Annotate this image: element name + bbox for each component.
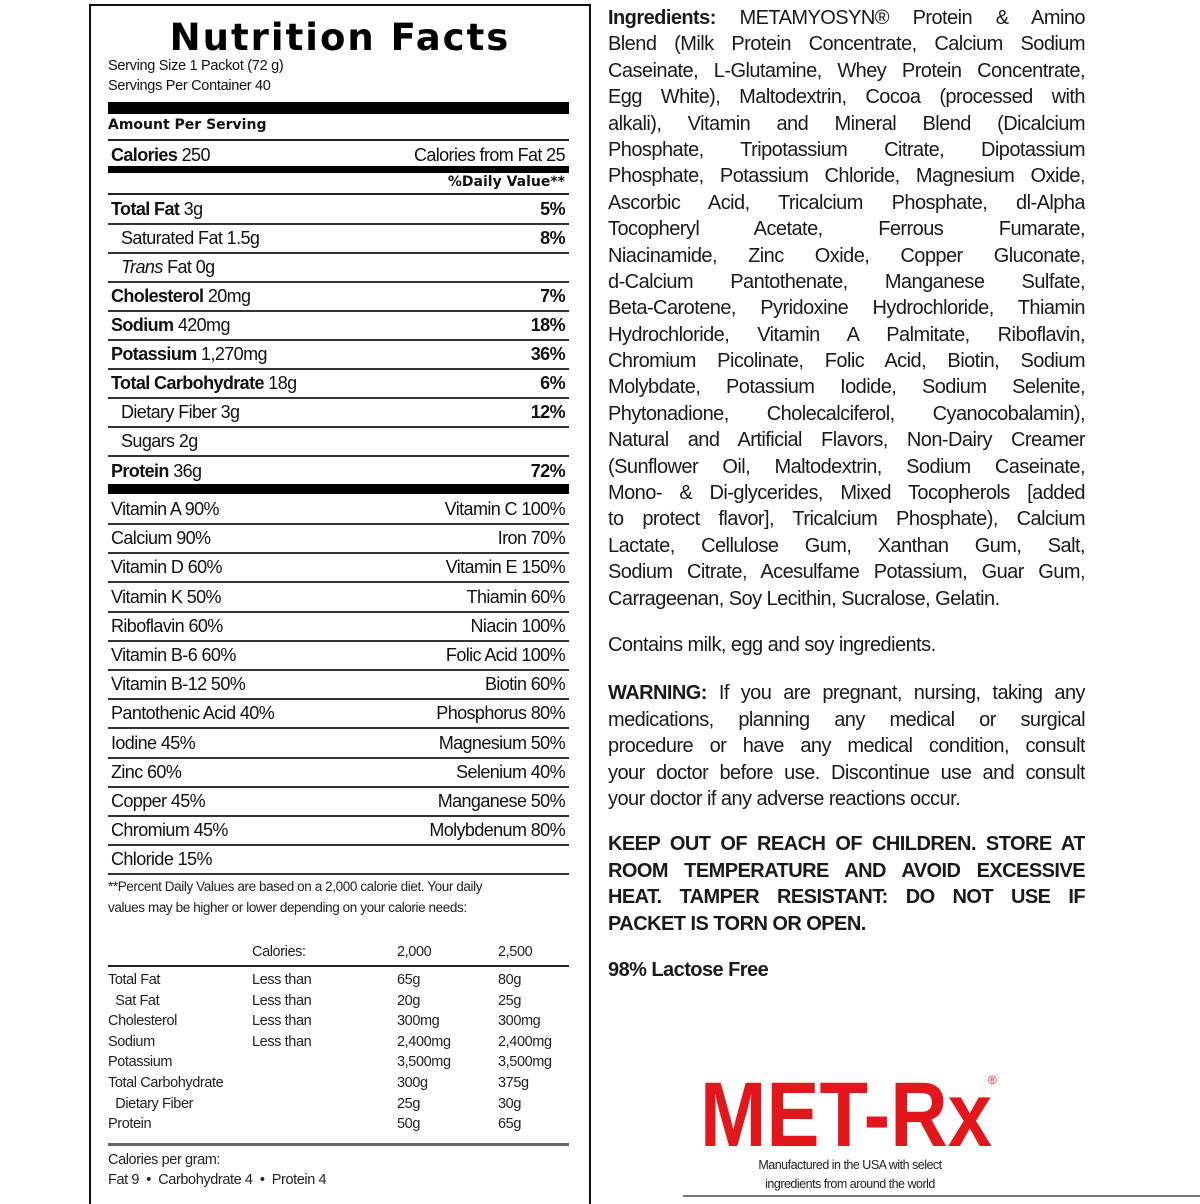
vitamin-left: Chloride 15% bbox=[111, 849, 212, 870]
ingredients-line bbox=[608, 506, 1085, 532]
nutrient-amount: 2g bbox=[178, 431, 198, 451]
dv-table-cell: Total Fat bbox=[108, 972, 161, 988]
nutrient-daily-value: 18% bbox=[530, 315, 565, 335]
vitamin-left: Iodine 45% bbox=[111, 732, 196, 753]
ingredients-text: alkali), Vitamin and Mineral Blend (Dicalcium bbox=[608, 112, 1085, 135]
warning-line bbox=[608, 760, 1085, 786]
logo-text: MET-Rx bbox=[700, 1072, 992, 1152]
dv-table-cell: 3,500mg bbox=[498, 1054, 552, 1071]
dv-table-cell: 2,500 bbox=[498, 944, 533, 960]
storage-statement bbox=[608, 831, 1085, 937]
nutrient-name: Total Carbohydrate bbox=[111, 373, 264, 393]
nutrient-row bbox=[108, 457, 569, 486]
nutrient-name: Cholesterol bbox=[111, 286, 204, 306]
medium-divider bbox=[108, 166, 569, 173]
nutrient-name: Protein bbox=[111, 461, 169, 481]
nutrient-amount: 1.5g bbox=[226, 228, 260, 248]
nutrient-daily-value: 8% bbox=[540, 228, 565, 248]
warning-text: your doctor if any adverse reactions occur. bbox=[608, 787, 961, 810]
vitamin-left: Riboflavin 60% bbox=[111, 615, 223, 636]
divider bbox=[108, 139, 569, 141]
nutrient-amount: 3g bbox=[183, 199, 203, 219]
dv-table-cell: Less than bbox=[252, 1013, 312, 1030]
calories bbox=[111, 145, 210, 166]
dv-table-cell: Potassium bbox=[108, 1054, 173, 1071]
nutrient-name-amount bbox=[111, 461, 201, 482]
ingredients-text: Natural and Artificial Flavors, Non-Dairy Creamer bbox=[608, 429, 1085, 452]
dv-table-cell: 2,000 bbox=[397, 944, 432, 960]
dv-table-cell: 2,400mg bbox=[397, 1033, 451, 1050]
dv-table-cell: Less than bbox=[252, 972, 312, 988]
vitamin-right: Niacin 100% bbox=[470, 615, 565, 636]
vitamin-left: Vitamin D 60% bbox=[111, 557, 222, 578]
nutrient-row bbox=[108, 225, 569, 254]
met-rx-logo bbox=[700, 1072, 1000, 1152]
nutrient-daily-value: 12% bbox=[530, 402, 565, 422]
nutrient-daily-value: 36% bbox=[530, 344, 565, 364]
ingredients-line bbox=[608, 401, 1085, 427]
dv-table-cell: 300mg bbox=[498, 1013, 541, 1030]
calories-label: Calories bbox=[111, 145, 178, 165]
vitamin-right: Manganese 50% bbox=[437, 791, 565, 811]
dv-table-cell: Protein bbox=[108, 1116, 152, 1133]
dv-table-cell: Cholesterol bbox=[108, 1013, 177, 1030]
vitamin-row bbox=[108, 788, 569, 817]
ingredients-line bbox=[608, 243, 1085, 269]
servings-per-container: Servings Per Container 40 bbox=[108, 78, 271, 94]
ingredients-text: Mono- & Di-glycerides, Mixed Tocopherols [added bbox=[608, 482, 1085, 505]
dv-table-cell: Sat Fat bbox=[108, 992, 160, 1009]
ingredients-line bbox=[608, 374, 1085, 400]
ingredients bbox=[608, 5, 1085, 612]
ingredients-text: Egg White), Maltodextrin, Cocoa (processed with bbox=[608, 86, 1085, 109]
nutrient-name: Total Fat bbox=[111, 199, 180, 219]
ingredients-line bbox=[608, 190, 1085, 216]
divider bbox=[108, 1143, 569, 1146]
lactose-free: 98% Lactose Free bbox=[608, 958, 769, 981]
nutrient-row bbox=[108, 370, 569, 399]
nutrient-name: Potassium bbox=[111, 344, 197, 364]
ingredients-label: Ingredients: bbox=[608, 7, 716, 29]
storage-line: KEEP OUT OF REACH OF CHILDREN. STORE AT bbox=[608, 833, 1085, 856]
ingredients-text: Carrageenan, Soy Lecithin, Sucralose, Gelatin. bbox=[608, 587, 1000, 610]
dv-table-cell: Sodium bbox=[108, 1033, 155, 1050]
warning bbox=[608, 680, 1085, 812]
warning-line bbox=[608, 786, 1085, 812]
warning-line bbox=[608, 680, 1085, 706]
ingredients-line bbox=[608, 111, 1085, 137]
warning-text: procedure or have any medical condition, consult bbox=[608, 735, 1085, 758]
ingredients-line bbox=[608, 58, 1085, 84]
ingredients-text: Phytonadione, Cholecalciferol, Cyanocobalamin), bbox=[608, 402, 1085, 425]
warning-text: your doctor before use. Discontinue use and consult bbox=[608, 761, 1085, 784]
nutrient-row bbox=[108, 254, 569, 283]
ingredients-line bbox=[608, 322, 1085, 348]
tagline-line-2: ingredients from around the world bbox=[765, 1177, 935, 1191]
nutrient-name-amount bbox=[111, 373, 297, 394]
vitamin-row bbox=[108, 613, 569, 642]
nutrient-row bbox=[108, 428, 569, 457]
ingredients-text: d-Calcium Pantothenate, Manganese Sulfate, bbox=[608, 270, 1085, 293]
ingredients-line bbox=[608, 163, 1085, 189]
dv-table-cell: 25g bbox=[397, 1095, 420, 1112]
dv-table-cell: 3,500mg bbox=[397, 1054, 451, 1071]
nutrient-name-amount bbox=[111, 199, 203, 220]
nutrition-facts-label bbox=[89, 4, 591, 1204]
dv-table-cell: 65g bbox=[498, 1116, 521, 1133]
ingredients-line bbox=[608, 348, 1085, 374]
warning-line bbox=[608, 707, 1085, 733]
vitamin-row bbox=[108, 730, 569, 759]
vitamin-left: Chromium 45% bbox=[111, 820, 228, 841]
calories-row bbox=[108, 145, 569, 166]
dv-table-cell: Less than bbox=[252, 992, 312, 1009]
dv-table-cell: Total Carbohydrate bbox=[108, 1075, 224, 1091]
calories-per-gram: Calories per gram: bbox=[108, 1152, 221, 1168]
vitamin-left: Calcium 90% bbox=[111, 528, 211, 549]
nutrient-name: Trans bbox=[121, 257, 163, 277]
dv-table-cell: 300g bbox=[397, 1075, 428, 1091]
calories-value: 250 bbox=[181, 145, 210, 165]
label-title: Nutrition Facts bbox=[169, 16, 511, 59]
ingredients-text: METAMYOSYN® Protein & Amino bbox=[739, 7, 1085, 29]
ingredients-panel bbox=[608, 5, 1085, 983]
nutrient-name: Dietary Fiber bbox=[121, 402, 217, 422]
registered-mark: ® bbox=[988, 1073, 997, 1087]
nutrient-amount: 18g bbox=[268, 373, 297, 393]
nutrient-name: Sugars bbox=[121, 431, 175, 451]
vitamin-right: Molybdenum 80% bbox=[429, 820, 565, 841]
ingredients-text: (Sunflower Oil, Maltodextrin, Sodium Caseinate, bbox=[608, 455, 1085, 478]
ingredients-line bbox=[608, 84, 1085, 110]
ingredients-line bbox=[608, 559, 1085, 585]
vitamin-row bbox=[108, 642, 569, 671]
vitamin-right: Thiamin 60% bbox=[466, 586, 565, 607]
ingredients-text: Blend (Milk Protein Concentrate, Calcium Sodium bbox=[608, 33, 1085, 56]
tagline-line-1: Manufactured in the USA with select bbox=[758, 1158, 942, 1172]
vitamin-right: Biotin 60% bbox=[484, 674, 565, 695]
ingredients-line bbox=[608, 5, 1085, 31]
ingredients-text: Niacinamide, Zinc Oxide, Copper Gluconate, bbox=[608, 244, 1085, 267]
dv-table-cell: Less than bbox=[252, 1033, 312, 1050]
vitamin-left: Vitamin B-6 60% bbox=[111, 645, 236, 665]
vitamin-left: Copper 45% bbox=[111, 791, 206, 811]
nutrient-name-amount bbox=[111, 257, 215, 278]
thick-divider bbox=[108, 102, 569, 114]
nutrient-row bbox=[108, 312, 569, 341]
footnote-line-2: values may be higher or lower depending on your calorie needs: bbox=[108, 900, 467, 915]
dv-table-cell: 50g bbox=[397, 1116, 420, 1133]
ingredients-text: to protect flavor], Tricalcium Phosphate), Calcium bbox=[608, 508, 1085, 531]
ingredients-text: Beta-Carotene, Pyridoxine Hydrochloride, Thiamin bbox=[608, 297, 1085, 320]
nutrient-daily-value: 7% bbox=[540, 286, 565, 306]
vitamin-left: Zinc 60% bbox=[111, 761, 182, 782]
nutrient-name-amount bbox=[111, 344, 267, 365]
vitamin-row bbox=[108, 700, 569, 729]
ingredients-line bbox=[608, 216, 1085, 242]
vitamin-row bbox=[108, 846, 569, 875]
ingredients-line bbox=[608, 454, 1085, 480]
warning-line bbox=[608, 733, 1085, 759]
storage-line: PACKET IS TORN OR OPEN. bbox=[608, 912, 866, 935]
nutrient-daily-value: 5% bbox=[540, 199, 565, 219]
vitamin-left: Pantothenic Acid 40% bbox=[111, 703, 275, 724]
nutrient-daily-value: 72% bbox=[530, 461, 565, 481]
serving-size: Serving Size 1 Packot (72 g) bbox=[108, 58, 284, 74]
ingredients-text: Molybdate, Potassium Iodide, Sodium Selenite, bbox=[608, 376, 1085, 399]
vitamin-left: Vitamin A 90% bbox=[111, 499, 219, 519]
vitamin-right: Vitamin C 100% bbox=[444, 499, 565, 519]
nutrient-row bbox=[108, 399, 569, 428]
ingredients-line bbox=[608, 137, 1085, 163]
dv-table-cell: 25g bbox=[498, 992, 521, 1009]
nutrient-name: Saturated Fat bbox=[121, 228, 223, 248]
ingredients-text: Caseinate, L-Glutamine, Whey Protein Concentrate, bbox=[608, 59, 1085, 82]
vitamin-row bbox=[108, 525, 569, 554]
vitamin-left: Vitamin K 50% bbox=[111, 586, 221, 607]
nutrient-row bbox=[108, 283, 569, 312]
ingredients-text: Lactate, Cellulose Gum, Xanthan Gum, Salt, bbox=[608, 534, 1085, 557]
divider bbox=[108, 965, 569, 967]
ingredients-line bbox=[608, 480, 1085, 506]
nutrient-amount: 3g bbox=[220, 402, 240, 422]
vitamin-right: Magnesium 50% bbox=[438, 732, 565, 753]
ingredients-line bbox=[608, 295, 1085, 321]
dv-table-cell: Dietary Fiber bbox=[108, 1095, 194, 1112]
vitamin-row bbox=[108, 671, 569, 700]
vitamin-right: Iron 70% bbox=[497, 528, 565, 549]
vitamin-right: Folic Acid 100% bbox=[445, 645, 565, 665]
ingredients-text: Ascorbic Acid, Tricalcium Phosphate, dl-Alpha bbox=[608, 191, 1085, 214]
nutrient-name-amount bbox=[111, 315, 230, 336]
storage-line: HEAT. TAMPER RESISTANT: DO NOT USE IF bbox=[608, 886, 1085, 909]
nutrient-amount: 36g bbox=[173, 461, 202, 481]
nutrient-name-amount bbox=[111, 431, 198, 452]
nutrient-name-amount bbox=[111, 286, 250, 307]
ingredients-text: Tocopheryl Acetate, Ferrous Fumarate, bbox=[608, 218, 1085, 241]
dv-table-cell: 300mg bbox=[397, 1013, 440, 1030]
warning-label: WARNING: bbox=[608, 682, 707, 705]
ingredients-line bbox=[608, 586, 1085, 612]
ingredients-text: Sodium Citrate, Acesulfame Potassium, Guar Gum, bbox=[608, 561, 1085, 584]
dv-table-cell: 65g bbox=[397, 972, 420, 988]
vitamin-row bbox=[108, 817, 569, 846]
nutrient-row bbox=[108, 341, 569, 370]
warning-text: medications, planning any medical or surgical bbox=[608, 708, 1085, 731]
nutrient-row bbox=[108, 196, 569, 225]
ingredients-text: Hydrochloride, Vitamin A Palmitate, Riboflavin, bbox=[608, 323, 1085, 346]
ingredients-text: Chromium Picolinate, Folic Acid, Biotin, Sodium bbox=[608, 350, 1085, 373]
vitamin-left: Vitamin B-12 50% bbox=[111, 674, 246, 695]
manufacturer-note bbox=[700, 1156, 1000, 1194]
nutrient-amount: 20mg bbox=[207, 286, 251, 306]
dv-table-cell: 80g bbox=[498, 972, 521, 988]
dv-table-cell: 20g bbox=[397, 992, 420, 1009]
storage-line: ROOM TEMPERATURE AND AVOID EXCESSIVE bbox=[608, 859, 1085, 882]
vitamin-row bbox=[108, 554, 569, 583]
amount-per-serving: Amount Per Serving bbox=[108, 117, 267, 133]
footnote-line-1: **Percent Daily Values are based on a 2,000 calorie diet. Your daily bbox=[108, 879, 483, 894]
nutrient-amount: 420mg bbox=[177, 315, 230, 335]
nutrient-name: Sodium bbox=[111, 315, 174, 335]
vitamin-row bbox=[108, 584, 569, 613]
calories-from-fat: Calories from Fat 25 bbox=[413, 145, 565, 165]
dv-table-cell: 30g bbox=[498, 1095, 521, 1112]
dv-table-cell: Calories: bbox=[252, 944, 306, 960]
vitamin-right: Selenium 40% bbox=[456, 761, 565, 782]
ingredients-line bbox=[608, 269, 1085, 295]
nutrient-amount: 0g bbox=[195, 257, 215, 277]
ingredients-text: Phosphate, Potassium Chloride, Magnesium Oxide, bbox=[608, 165, 1085, 188]
dv-table-cell: 375g bbox=[498, 1075, 529, 1091]
ingredients-line bbox=[608, 31, 1085, 57]
nutrient-amount: 1,270mg bbox=[201, 344, 267, 364]
nutrient-name-suffix: Fat bbox=[167, 257, 192, 277]
nutrient-daily-value: 6% bbox=[540, 373, 565, 393]
nutrient-name-amount bbox=[111, 228, 259, 249]
daily-value-header: %Daily Value** bbox=[447, 174, 565, 190]
divider bbox=[683, 1195, 1200, 1197]
dv-table-cell: 2,400mg bbox=[498, 1033, 552, 1050]
ingredients-line bbox=[608, 427, 1085, 453]
vitamin-right: Phosphorus 80% bbox=[436, 703, 565, 724]
calories-per-gram-values: Fat 9 • Carbohydrate 4 • Protein 4 bbox=[108, 1172, 327, 1188]
ingredients-line bbox=[608, 533, 1085, 559]
allergen-statement: Contains milk, egg and soy ingredients. bbox=[608, 633, 936, 656]
warning-text: If you are pregnant, nursing, taking any bbox=[718, 682, 1085, 705]
vitamin-row bbox=[108, 496, 569, 525]
ingredients-text: Phosphate, Tripotassium Citrate, Dipotassium bbox=[608, 138, 1085, 161]
vitamin-row bbox=[108, 759, 569, 788]
vitamin-right: Vitamin E 150% bbox=[445, 557, 565, 578]
nutrient-name-amount bbox=[111, 402, 239, 423]
divider bbox=[108, 193, 569, 195]
